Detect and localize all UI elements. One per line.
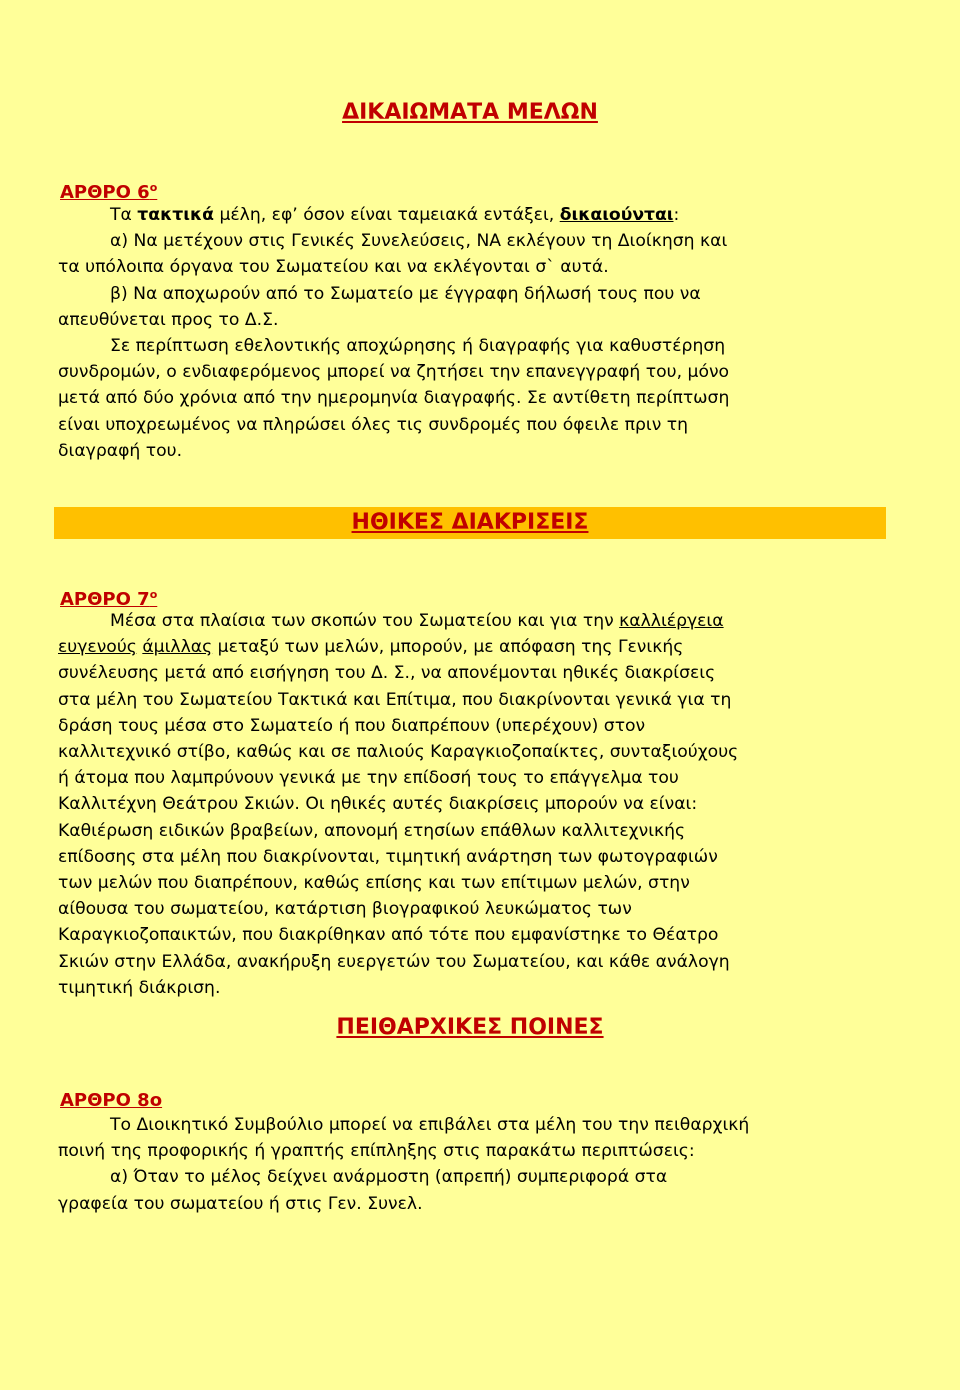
article-8-line: ποινή της προφορικής ή γραπτής επίπληξης στις παρακάτω περιπτώσεις: xyxy=(58,1141,695,1162)
article-8-title: ΑΡΘΡΟ 8ο xyxy=(60,1090,163,1111)
article-6-title-text: ΑΡΘΡΟ 6 xyxy=(60,182,150,203)
article-6-line: α) Να μετέχουν στις Γενικές Συνελεύσεις, ΝΑ εκλέγουν τη Διοίκηση και xyxy=(110,231,728,252)
article-7-line xyxy=(58,634,898,660)
bold-run: τακτικά xyxy=(137,205,214,225)
text-run: : xyxy=(673,205,680,225)
article-7-line: Καλλιτέχνη Θεάτρου Σκιών. Οι ηθικές αυτές διακρίσεις μπορούν να είναι: xyxy=(58,794,698,815)
article-7-line: επίδοσης στα μέλη που διακρίνονται, τιμητική ανάρτηση των φωτογραφιών xyxy=(58,846,718,867)
penalties-heading: ΠΕΙΘΑΡΧΙΚΕΣ ΠΟΙΝΕΣ xyxy=(336,1015,604,1040)
article-8-line: Το Διοικητικό Συμβούλιο μπορεί να επιβάλει στα μέλη του την πειθαρχική xyxy=(110,1115,750,1135)
bold-underline-run: δικαιούνται xyxy=(559,205,674,225)
article-7-line: Καθιέρωση ειδικών βραβείων, απονομή ετησίων επάθλων καλλιτεχνικής xyxy=(58,820,686,841)
article-7-line: Σκιών στην Ελλάδα, ανακήρυξη ευεργετών του Σωματείου, και κάθε ανάλογη xyxy=(58,951,730,972)
article-7-line xyxy=(58,608,898,634)
article-6-line: β) Να αποχωρούν από το Σωματείο με έγγραφη δήλωσή τους που να xyxy=(110,283,701,304)
article-6-line: διαγραφή του. xyxy=(58,440,183,461)
article-7-line: καλλιτεχνικό στίβο, καθώς και σε παλιούς Καραγκιοζοπαίκτες, συνταξιούχους xyxy=(58,742,739,763)
article-7-line: των μελών που διαπρέπουν, καθώς επίσης και των επίτιμων μελών, στην xyxy=(58,873,690,894)
text-run: μεταξύ των μελών, μπορούν, με απόφαση της Γενικής xyxy=(212,637,684,658)
article-8-line: α) Όταν το μέλος δείχνει ανάρμοστη (απρεπή) συμπεριφορά στα xyxy=(110,1167,668,1188)
article-6-body xyxy=(58,202,898,464)
article-7-line: δράση τους μέσα στο Σωματείο ή που διαπρέπουν (υπερέχουν) στον xyxy=(58,715,646,736)
article-7-title-sup: ο xyxy=(149,588,158,601)
article-6-title-sup: ο xyxy=(149,181,158,194)
article-6-line: μετά από δύο χρόνια από την ημερομηνία διαγραφής. Σε αντίθετη περίπτωση xyxy=(58,388,730,409)
article-8-body xyxy=(58,1112,898,1217)
article-6-line: απευθύνεται προς το Δ.Σ. xyxy=(58,309,279,330)
article-6-line: συνδρομών, ο ενδιαφερόμενος μπορεί να ζητήσει την επανεγγραφή του, μόνο xyxy=(58,362,730,383)
article-7-line: στα μέλη του Σωματείου Τακτικά και Επίτιμα, που διακρίνονται γενικά για τη xyxy=(58,689,732,710)
article-6-line: είναι υποχρεωμένος να πληρώσει όλες τις συνδρομές που όφειλε πριν τη xyxy=(58,414,689,435)
text-run: Μέσα στα πλαίσια των σκοπών του Σωματείου και για την xyxy=(110,611,620,631)
underline-run: ευγενούς xyxy=(58,637,137,658)
rights-heading: ΔΙΚΑΙΩΜΑΤΑ ΜΕΛΩΝ xyxy=(342,100,598,125)
article-7-line: ή άτομα που λαμπρύνουν γενικά με την επίδοσή τους το επάγγελμα του xyxy=(58,768,679,789)
article-7-line: τιμητική διάκριση. xyxy=(58,977,221,998)
text-run: Τα xyxy=(110,205,138,225)
honors-heading-band xyxy=(54,507,886,539)
underline-run: καλλιέργεια xyxy=(619,611,724,631)
article-6-line xyxy=(58,202,898,228)
article-6-line: Σε περίπτωση εθελοντικής αποχώρησης ή διαγραφής για καθυστέρηση xyxy=(110,336,726,357)
article-8-line: γραφεία του σωματείου ή στις Γεν. Συνελ. xyxy=(58,1193,423,1214)
article-6-line: τα υπόλοιπα όργανα του Σωματείου και να εκλέγονται σ` αυτά. xyxy=(58,257,609,278)
article-7-body xyxy=(58,608,898,1001)
article-7-line: αίθουσα του σωματείου, κατάρτιση βιογραφικού λευκώματος των xyxy=(58,899,632,920)
underline-run: άμιλλας xyxy=(142,637,213,658)
article-6-title xyxy=(60,176,157,205)
article-7-line: Καραγκιοζοπαικτών, που διακρίθηκαν από τότε που εμφανίστηκε το Θέατρο xyxy=(58,925,719,946)
article-7-line: συνέλευσης μετά από εισήγηση του Δ. Σ., να απονέμονται ηθικές διακρίσεις xyxy=(58,663,716,684)
honors-heading: ΗΘΙΚΕΣ ΔΙΑΚΡΙΣΕΙΣ xyxy=(351,510,589,535)
text-run: μέλη, εφ’ όσον είναι ταμειακά εντάξει, xyxy=(213,205,560,225)
article-7-title-text: ΑΡΘΡΟ 7 xyxy=(60,589,150,610)
